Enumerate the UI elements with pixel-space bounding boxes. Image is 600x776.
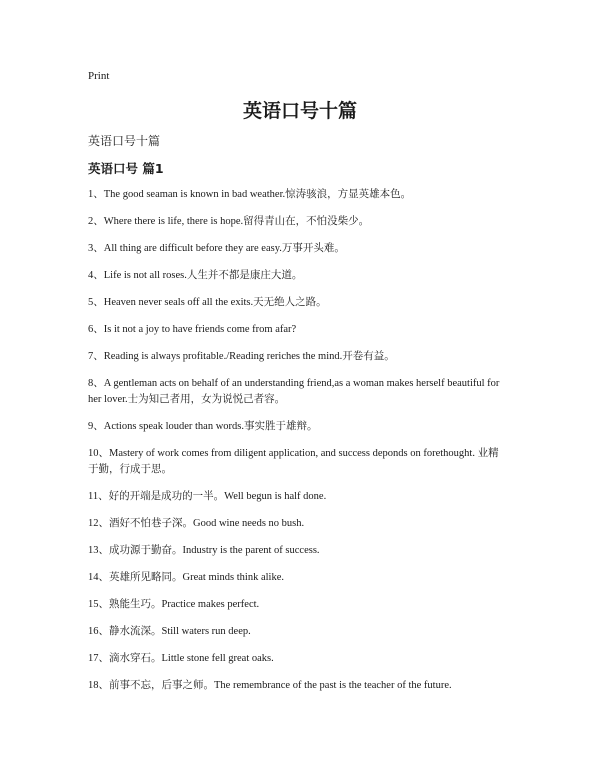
list-item bbox=[88, 241, 508, 257]
list-item bbox=[88, 268, 508, 284]
list-item bbox=[88, 570, 508, 586]
item-number: 12、 bbox=[88, 518, 109, 529]
item-text: 熟能生巧。Practice makes perfect. bbox=[109, 599, 260, 610]
list-item bbox=[88, 651, 508, 667]
list-item bbox=[88, 678, 508, 694]
page-title: 英语口号十篇 bbox=[242, 100, 357, 122]
item-number: 2、 bbox=[88, 216, 104, 227]
item-number: 11、 bbox=[88, 491, 109, 502]
list-item bbox=[88, 419, 508, 435]
document-subtitle: 英语口号十篇 bbox=[88, 134, 161, 148]
item-number: 5、 bbox=[88, 297, 104, 308]
print-link[interactable]: Print bbox=[88, 70, 110, 82]
item-text: Reading is always profitable./Reading reriches the mind.开卷有益。 bbox=[103, 351, 395, 362]
list-item bbox=[88, 295, 508, 311]
item-text: Where there is life, there is hope.留得青山在，不怕没柴少。 bbox=[103, 216, 370, 227]
item-text: 滴水穿石。Little stone fell great oaks. bbox=[109, 653, 274, 664]
item-number: 4、 bbox=[88, 270, 104, 281]
item-number: 8、 bbox=[88, 378, 104, 389]
list-item bbox=[88, 376, 508, 408]
item-number: 7、 bbox=[88, 351, 104, 362]
item-text: Mastery of work comes from diligent application, and success deponds on forethought. 业精于勤，行成于思。 bbox=[88, 448, 499, 475]
item-number: 1、 bbox=[88, 189, 104, 200]
item-number: 13、 bbox=[88, 545, 109, 556]
list-item bbox=[88, 349, 508, 365]
list-item bbox=[88, 543, 508, 559]
item-text: 静水流深。Still waters run deep. bbox=[109, 626, 251, 637]
item-number: 6、 bbox=[88, 324, 104, 335]
list-item bbox=[88, 446, 508, 478]
section-heading: 英语口号 篇1 bbox=[88, 161, 164, 176]
item-text: 前事不忘，后事之师。The remembrance of the past is the teacher of the future. bbox=[109, 680, 452, 691]
item-text: Is it not a joy to have friends come from afar? bbox=[103, 324, 297, 335]
item-number: 18、 bbox=[88, 680, 109, 691]
item-text: All thing are difficult before they are easy.万事开头难。 bbox=[103, 243, 345, 254]
item-text: Actions speak louder than words.事实胜于雄辩。 bbox=[103, 421, 318, 432]
list-item bbox=[88, 516, 508, 532]
item-number: 17、 bbox=[88, 653, 109, 664]
item-number: 14、 bbox=[88, 572, 109, 583]
list-item bbox=[88, 624, 508, 640]
item-number: 3、 bbox=[88, 243, 104, 254]
item-text: 英雄所见略同。Great minds think alike. bbox=[109, 572, 284, 583]
item-text: Heaven never seals off all the exits.天无绝人之路。 bbox=[103, 297, 327, 308]
list-item bbox=[88, 187, 508, 203]
item-text: 酒好不怕巷子深。Good wine needs no bush. bbox=[109, 518, 305, 529]
item-text: 好的开端是成功的一半。Well begun is half done. bbox=[108, 491, 327, 502]
list-item bbox=[88, 214, 508, 230]
item-number: 9、 bbox=[88, 421, 104, 432]
item-number: 16、 bbox=[88, 626, 109, 637]
list-item bbox=[88, 322, 508, 338]
item-text: The good seaman is known in bad weather.惊涛骇浪，方显英雄本色。 bbox=[103, 189, 412, 200]
item-number: 10、 bbox=[88, 448, 109, 459]
list-item bbox=[88, 489, 508, 505]
list-item bbox=[88, 597, 508, 613]
item-text: A gentleman acts on behalf of an understanding friend,as a woman makes herself beautiful for her lover.士为知己者用，女为说悦己者容。 bbox=[88, 378, 500, 405]
item-text: Life is not all roses.人生并不都是康庄大道。 bbox=[103, 270, 303, 281]
item-number: 15、 bbox=[88, 599, 109, 610]
item-text: 成功源于勤奋。Industry is the parent of success. bbox=[109, 545, 320, 556]
